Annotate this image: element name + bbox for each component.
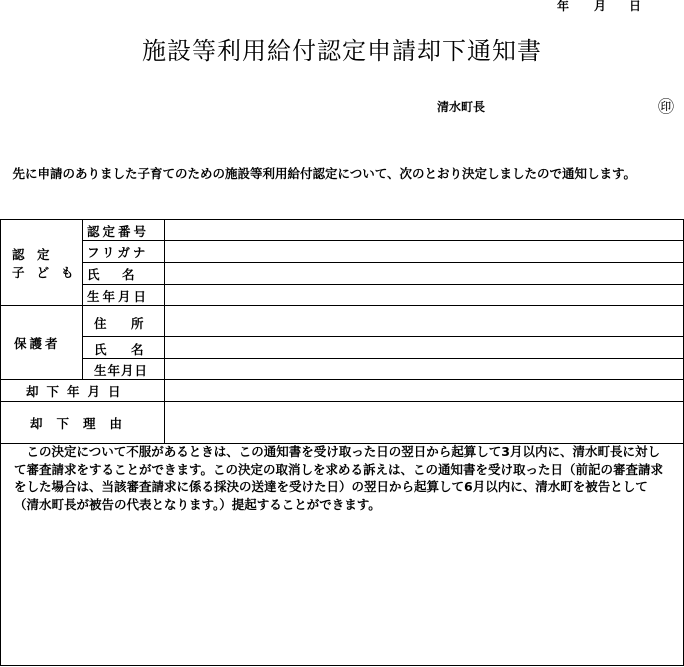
issuer-name: 清水町長 [437, 100, 486, 114]
seal-mark: ㊞ [658, 97, 675, 116]
row-divider [82, 284, 684, 285]
child-name-label: 氏 名 [87, 267, 140, 282]
child-group-label-line2: 子ども [12, 265, 86, 280]
group-divider [0, 305, 684, 306]
group-divider [0, 379, 684, 380]
guardian-group-label: 保護者 [14, 336, 61, 351]
row-divider [82, 358, 684, 359]
table-bottom-border [0, 665, 684, 666]
guardian-name-label: 氏 名 [94, 342, 150, 357]
month-label: 月 [594, 0, 607, 13]
child-birthdate-label: 生年月日 [87, 289, 150, 304]
guardian-birthdate-label: 生年月日 [94, 363, 149, 378]
year-label: 年 [557, 0, 570, 13]
day-label: 日 [629, 0, 642, 13]
cert-number-label: 認定番号 [87, 224, 150, 239]
row-divider [82, 336, 684, 337]
intro-paragraph: 先に申請のありました子育てのための施設等利用給付認定について、次のとおり決定しましたので通知します。 [12, 166, 637, 181]
label-column-divider [164, 219, 165, 443]
group-column-divider [82, 219, 83, 379]
furigana-label: フリガナ [87, 245, 149, 260]
child-group-label-line1: 認 定 [12, 247, 50, 262]
appeal-notice: この決定について不服があるときは、この通知書を受け取った日の翌日から起算して3月以内に、清水町長に対して審査請求をすることができます。この決定の取消しを求める訴えは、この通知書を受け取った日（前記の審査請求をした場合は、当該審査請求に係る採決の送達を受けた日）の翌日から起算して6月以内に、清水町を被告として（清水町長が被告の代表となります。）提起することができます。 [14, 444, 664, 512]
document-title: 施設等利用給付認定申請却下通知書 [142, 37, 542, 65]
rejection-reason-label: 却下理由 [30, 416, 137, 431]
row-divider [0, 401, 684, 402]
row-divider [82, 262, 684, 263]
rejection-date-label: 却下年月日 [26, 384, 129, 399]
table-top-border [0, 219, 684, 220]
guardian-address-label: 住 所 [94, 316, 150, 331]
row-divider [82, 240, 684, 241]
